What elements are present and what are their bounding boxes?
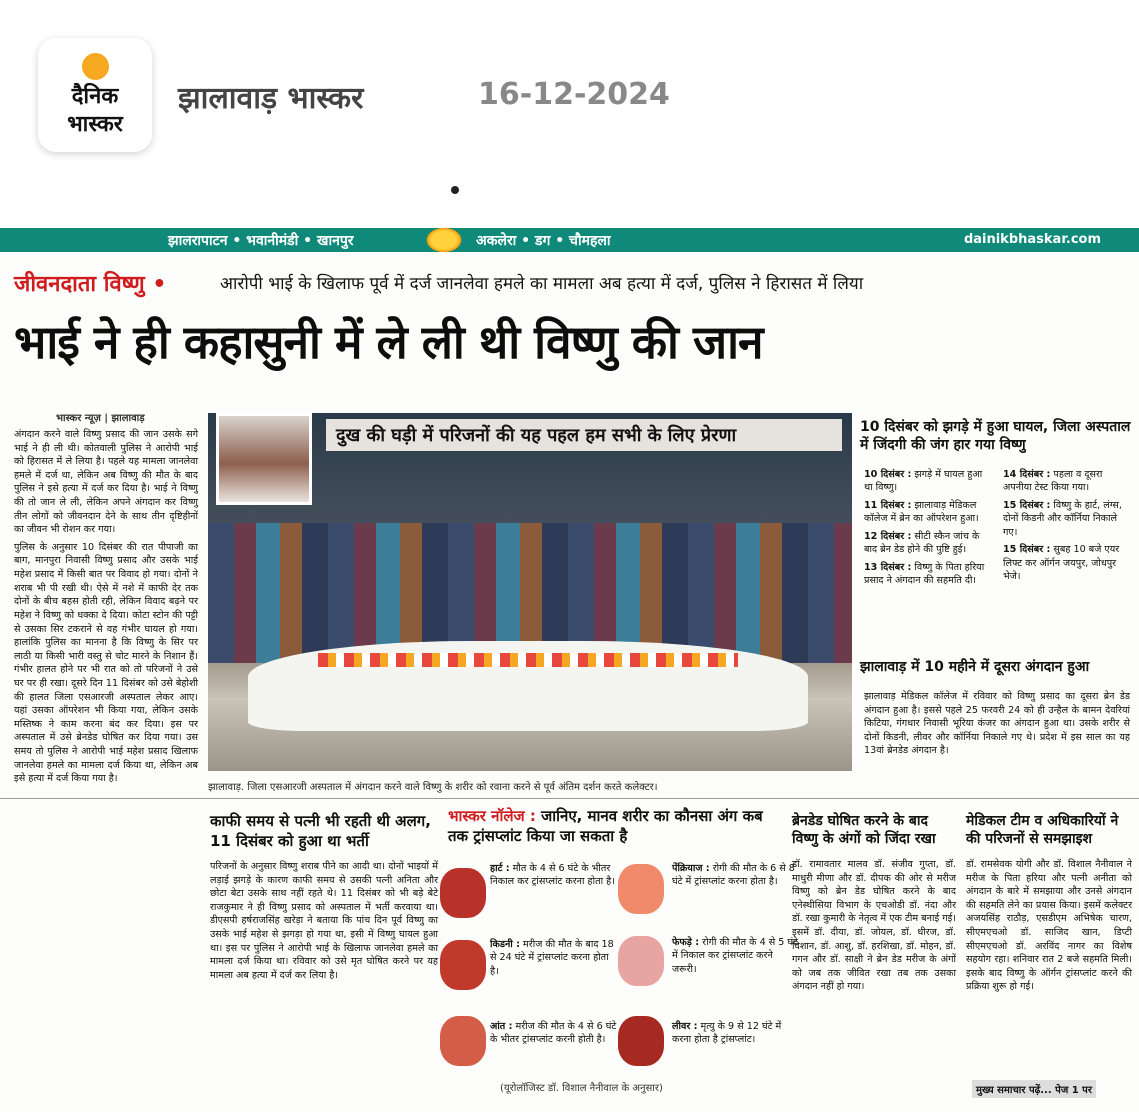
newspaper-page — [0, 228, 1139, 1112]
timeline-title: 10 दिसंबर को झगड़े में हुआ घायल, जिला अस्पताल में जिंदगी की जंग हार गया विष्णु — [860, 419, 1131, 454]
sun-logo-icon — [82, 53, 109, 80]
organ-item: फेफड़े : रोगी की मौत के 4 से 5 घंटे में निकाल कर ट्रांसप्लांट करने जरूरी। — [672, 937, 798, 975]
braindead-title: ब्रेनडेड घोषित करने के बाद विष्णु के अंगों को जिंदा रखा — [792, 813, 936, 848]
organ-item: किडनी : मरीज की मौत के बाद 18 से 24 घंटे में ट्रांसप्लांट करना होता है। — [490, 939, 614, 977]
medical-box — [966, 812, 1132, 848]
knowledge-heading — [448, 806, 780, 858]
story-kicker: जीवनदाता विष्णु • — [14, 272, 167, 297]
knowledge-brand: भास्कर नॉलेज : — [448, 807, 536, 825]
timeline-item: 12 दिसंबर : सीटी स्कैन जांच के बाद ब्रेन डेड होने की पुष्टि हुई। — [864, 530, 980, 556]
jump-line[interactable]: मुख्य समाचार पढ़ें... पेज 1 पर — [972, 1080, 1096, 1098]
second-donation-title: झालावाड़ में 10 महीने में दूसरा अंगदान हुआ — [860, 659, 1090, 675]
portrait-inset — [216, 413, 312, 505]
main-story-column — [14, 428, 198, 788]
knowledge-title: जानिए, मानव शरीर का कौनसा अंग कब तक ट्रांसप्लांट किया जा सकता है — [448, 807, 763, 846]
medical-body: डॉ. रामसेवक योगी और डॉ. विशाल नैनीवाल ने मरीज के पिता हरिया और पत्नी अनीता को अंगदान के बारे में समझाया और उनसे अंगदान की सहमति लेने का प्रयास किया। इसमें कलेक्टर अजयसिंह राठौड़, एसडीएम अभिषेक चारण, सीएमएचओ डॉ. साजिद खान, डिप्टी सीएमएचओ डॉ. अरविंद नागर का विशेष सहयोग रहा। शनिवार रात 2 बजे सहमति मिली। इसके बाद विष्णु के ऑर्गन ट्रांसप्लांट करने की प्रक्रिया शुरू हो गई। — [966, 859, 1132, 993]
braindead-body: डॉ. रामावतार मालव डॉ. संजीव गुप्ता, डॉ. माधुरी मीणा और डॉ. दीपक की ओर से मरीज विष्णु को ब्रेन डेड घोषित करने के बाद एनेस्थीसिया विभाग के एचओडी डॉ. नंदा और डॉ. रखा कुमारी के नेतृत्व में एक टीम बनाई गई। इसमें डॉ. दीया, डॉ. जोयल, डॉ. धीरज, डॉ. विशान, डॉ. आशु, डॉ. हरशिखा, डॉ. मोहन, डॉ. गगन और डॉ. साक्षी ने ब्रेन डेड मरीज के अंगों को जब तक जीवित रखा तब तक उसका अंगदान नहीं हो गया। — [792, 859, 956, 993]
pancreas-icon — [618, 864, 664, 914]
wife-box — [210, 812, 438, 851]
timeline-item: 15 दिसंबर : सुबह 10 बजे एयर लिफ्ट कर ऑर्गन जयपुर, जोधपुर भेजे। — [1003, 544, 1120, 582]
photo-caption: झालावाड़. जिला एसआरजी अस्पताल में अंगदान करने वाले विष्णु के शरीर को रवाना करने से पूर्व अंतिम दर्शन करते कलेक्टर। — [208, 782, 658, 793]
organ-item: पेंक्रियाज : रोगी की मौत के 6 से 8 घंटे में ट्रांसप्लांट करना होता है। — [672, 863, 795, 888]
timeline-item: 15 दिसंबर : विष्णु के हार्ट, लंग्स, दोनों किडनी और कॉर्निया निकाले गए। — [1003, 499, 1122, 538]
main-para-1: अंगदान करने वाले विष्णु प्रसाद की जान उसके सगे भाई ने ही ली थी। कोतवाली पुलिस ने आरोपी भाई को हिरासत में ले लिया है। पहले यह मामला जानलेवा हमले में दर्ज था, लेकिन अब विष्णु की मौत के बाद पुलिस ने इसे हत्या में दर्ज कर दिया है। भाई ने विष्णु की तो जान ले ली, लेकिन अपने अंगदान कर विष्णु तीन लोगों को जीवनदान देने के साथ तीन दृष्टिहीनों का जीवन भी रोशन कर गया। — [14, 429, 198, 536]
website-link: dainikbhaskar.com — [963, 232, 1101, 247]
timeline-list — [864, 468, 1132, 589]
page-indicator-dot[interactable] — [451, 186, 459, 194]
braindead-box — [792, 812, 958, 848]
section-divider — [0, 798, 1139, 799]
dainik-bhaskar-logo[interactable] — [38, 38, 152, 152]
kidney-icon — [440, 940, 486, 990]
sun-icon — [424, 226, 464, 254]
logo-text-line2: भास्कर — [67, 111, 123, 137]
region-strip — [0, 228, 1139, 252]
edition-title: झालावाड़ भास्कर — [178, 81, 364, 116]
timeline-box — [860, 418, 1132, 454]
timeline-item: 11 दिसंबर : झालावाड़ मेडिकल कॉलेज में ब्रेन का ऑपरेशन हुआ। — [864, 499, 979, 525]
intestine-icon — [440, 1016, 486, 1066]
logo-text-line1: दैनिक — [71, 83, 119, 109]
strip-towns-left: झालरापाटन • भवानीमंडी • खानपुर — [168, 233, 354, 249]
edition-date: 16-12-2024 — [478, 77, 670, 112]
timeline-item: 14 दिसंबर : पहला व दूसरा अपनीया टेस्ट किया गया। — [1003, 469, 1103, 494]
lungs-icon — [618, 936, 664, 986]
heart-icon — [440, 868, 486, 918]
wife-body: परिजनों के अनुसार विष्णु शराब पीने का आदी था। दोनों भाइयों में लड़ाई झगड़े के कारण काफी समय से उसकी पत्नी अनिता और छोटा बेटा उसके साथ नहीं रहते थे। 11 दिसंबर को भी बड़े बेटे राजकुमार ने ही विष्णु प्रसाद को अस्पताल में भर्ती करवाया था। डीएसपी हर्षराजसिंह खरेड़ा ने बताया कि पांच दिन पूर्व विष्णु का उसके भाई महेश से झगड़ा हो गया था, इसी में विष्णु घायल हुआ था। इस पर पुलिस ने आरोपी भाई के खिलाफ जानलेवा हमले का मामला दर्ज किया था। रविवार को उसे मृत घोषित करने पर यह मामला अब हत्या में दर्ज कर लिया है। — [210, 861, 438, 981]
organ-item: लीवर : मृत्यु के 9 से 12 घंटे में करना होता है ट्रांसप्लांट। — [672, 1021, 782, 1046]
second-donation-body: झालावाड़ मेडिकल कॉलेज में रविवार को विष्णु प्रसाद का दूसरा ब्रेन डेड अंगदान हुआ है। इससे पहले 25 फरवरी 24 को ही उन्हैल के बामन देवरियां किटिया, गंगधार निवासी भूरिया कंजर का अंगदान हुआ था। उसके शरीर से दोनों किडनी, लीवर और कॉर्निया निकाले गए थे। प्रदेश में इस साल का यह 13वां ब्रेनडेड अंगदान है। — [864, 691, 1130, 757]
photo-headline: दुख की घड़ी में परिजनों की यह पहल हम सभी के लिए प्रेरणा — [326, 419, 842, 451]
app-header — [0, 0, 1139, 190]
byline: भास्कर न्यूज़ | झालावाड़ — [56, 413, 145, 424]
flower-garland — [318, 653, 738, 667]
story-subhead: आरोपी भाई के खिलाफ पूर्व में दर्ज जानलेवा हमले का मामला अब हत्या में दर्ज, पुलिस ने हिरासत में लिया — [220, 274, 864, 294]
wife-title: काफी समय से पत्नी भी रहती थी अलग, 11 दिसंबर को हुआ था भर्ती — [210, 812, 431, 850]
timeline-item: 10 दिसंबर : झगड़े में घायल हुआ था विष्णु। — [864, 469, 983, 494]
medical-title: मेडिकल टीम व अधिकारियों ने की परिजनों से समझाइश — [966, 813, 1119, 848]
organ-item: हार्ट : मौत के 4 से 6 घंटे के भीतर निकाल कर ट्रांसप्लांट करना होता है। — [490, 863, 615, 888]
liver-icon — [618, 1016, 664, 1066]
timeline-item: 13 दिसंबर : विष्णु के पिता हरिया प्रसाद ने अंगदान की सहमति दी। — [864, 561, 985, 586]
second-donation-box — [860, 658, 1132, 676]
strip-towns-right: अकलेरा • डग • चौमहला — [476, 233, 611, 249]
story-headline: भाई ने ही कहासुनी में ले ली थी विष्णु की जान — [14, 315, 763, 369]
news-photo — [208, 413, 852, 771]
main-para-2: पुलिस के अनुसार 10 दिसंबर की रात पीपाजी का बाग, मानपुरा निवासी विष्णु प्रसाद और उसके भाई महेश प्रसाद में किसी बात पर विवाद हो गया। दोनों ने शराब भी पी रखी थी। ऐसे में नशे में काफी देर तक दोनों के बीच बहस होती रही, लेकिन विवाद बढ़ने पर महेश ने विष्णु को धक्का दे दिया। कोटा स्टोन की पट्टी से उसका सिर टकराने से वह गंभीर घायल हो गया। हालांकि पुलिस का मानना है कि विष्णु के सिर पर लाठी या किसी भारी वस्तु से चोट मारने के निशान हैं। गंभीर हालत होने पर भी रात को तो परिजनों ने उसे घर पर ही रखा। दूसरे दिन 11 दिसंबर को उसे बेहोशी की हालत जिला एसआरजी अस्पताल लेकर आए। यहां उसका ऑपरेशन भी किया गया, लेकिन उसके मस्तिष्क ने काम करना बंद कर दिया। इस पर अस्पताल में उसे ब्रेनडेड घोषित कर दिया गया। उस समय तो पुलिस ने आरोपी भाई महेश प्रसाद खिलाफ जानलेवा हमले का मामला दर्ज किया था, लेकिन अब इसे हत्या में दर्ज किया गया है। — [14, 541, 198, 785]
knowledge-credit: (यूरोलॉजिस्ट डॉ. विशाल नैनीवाल के अनुसार) — [500, 1083, 663, 1094]
organ-item: आंत : मरीज की मौत के 4 से 6 घंटे के भीतर ट्रांसप्लांट करनी होती है। — [490, 1021, 617, 1046]
